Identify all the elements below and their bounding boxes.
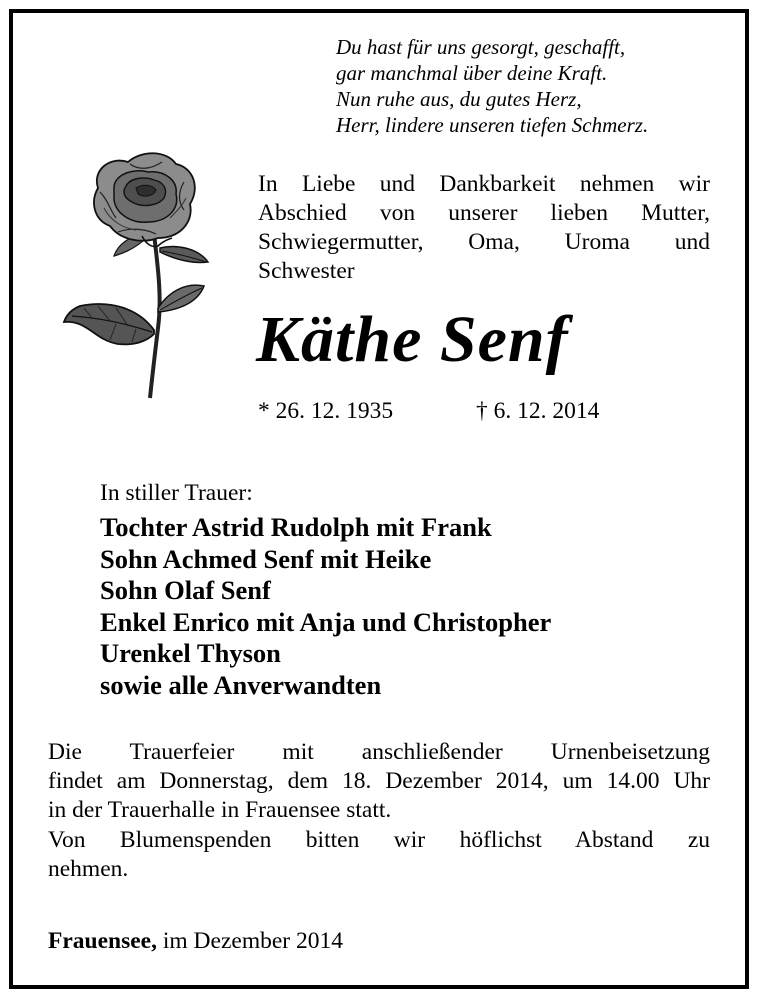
mourners-list (100, 512, 551, 702)
poem-line: Du hast für uns gesorgt, geschafft, (336, 35, 626, 59)
mourner-name: Enkel Enrico mit Anja und Christopher (100, 606, 552, 637)
mourner-name: Urenkel Thyson (100, 638, 281, 669)
mourner-name: Sohn Olaf Senf (100, 575, 271, 606)
birth-date: * 26. 12. 1935 (258, 398, 394, 424)
flowers-note (48, 826, 710, 884)
intro-line: Schwester (258, 258, 355, 284)
poem-line: gar manchmal über deine Kraft. (336, 61, 608, 85)
funeral-info (48, 738, 710, 825)
closing-date: im Dezember 2014 (162, 928, 343, 954)
funeral-line: Die Trauerfeier mit anschließender Urnenbeisetzung (48, 739, 710, 765)
poem (336, 34, 736, 138)
mourners-label: In stiller Trauer: (100, 480, 253, 506)
funeral-line: in der Trauerhalle in Frauensee statt. (48, 797, 392, 823)
intro-line: Schwiegermutter, Oma, Uroma und (258, 229, 710, 255)
poem-line: Herr, lindere unseren tiefen Schmerz. (336, 113, 649, 137)
flowers-line: nehmen. (48, 856, 129, 882)
intro-text (258, 170, 710, 286)
intro-line: In Liebe und Dankbarkeit nehmen wir (258, 171, 710, 197)
deceased-name: Käthe Senf (256, 303, 569, 376)
closing-place: Frauensee, (48, 928, 157, 954)
closing-line (48, 926, 343, 956)
mourner-name: Sohn Achmed Senf mit Heike (100, 543, 432, 574)
rose-icon (58, 148, 238, 404)
poem-line: Nun ruhe aus, du gutes Herz, (336, 87, 582, 111)
flowers-line: Von Blumenspenden bitten wir höflichst Abstand zu (48, 827, 710, 853)
intro-line: Abschied von unserer lieben Mutter, (258, 200, 710, 226)
funeral-line: findet am Donnerstag, dem 18. Dezember 2014, um 14.00 Uhr (48, 768, 710, 794)
mourner-name: Tochter Astrid Rudolph mit Frank (100, 512, 492, 542)
mourner-name: sowie alle Anverwandten (100, 669, 382, 700)
death-date: † 6. 12. 2014 (476, 398, 600, 424)
